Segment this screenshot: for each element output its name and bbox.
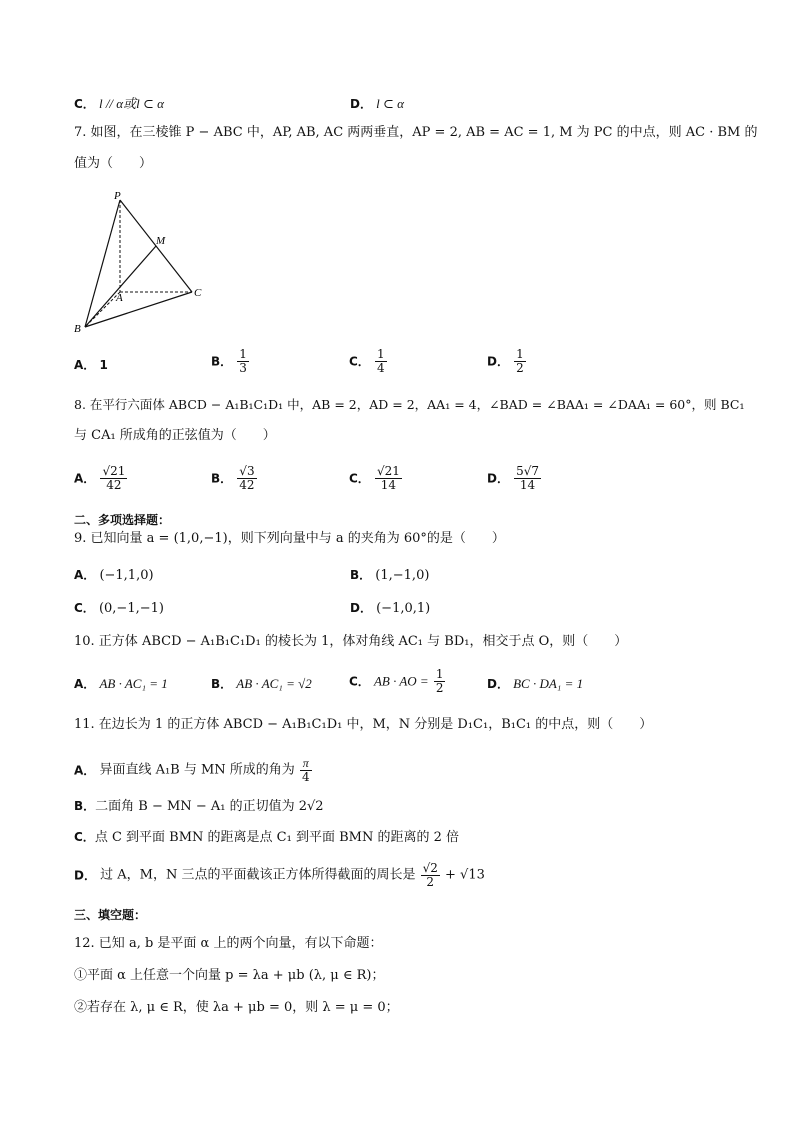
q9-stem: 9. 已知向量 a = (1,0,−1)，则下列向量中与 a 的夹角为 60°的是（ ） (74, 531, 505, 546)
q11-stem: 11. 在边长为 1 的正方体 ABCD − A₁B₁C₁D₁ 中，M，N 分别是 D₁C₁，B₁C₁ 的中点，则（ ） (74, 717, 653, 732)
q11-option-a: A． 异面直线 A₁B 与 MN 所成的角为 $\frac{\pi}{4}$ (74, 756, 310, 784)
q10-option-b: B． AB · AC₁ = √2 (211, 676, 312, 691)
q7-option-b: B． $\frac{1}{3}$ (211, 347, 247, 375)
q9-option-d: D． (−1,0,1) (350, 601, 431, 616)
q7-stem-line2: 值为（ ） (74, 156, 153, 171)
label-b: B (74, 323, 81, 335)
q8-stem-line1: 8. 在平行六面体 ABCD − A₁B₁C₁D₁ 中，AB = 2，AD = 2，AA₁ = 4，∠BAD = ∠BAA₁ = ∠DAA₁ = 60°，则 BC₁ (74, 397, 745, 412)
q12-item-1: ①平面 α 上任意一个向量 p = λa + μb (λ, μ ∈ R)； (74, 968, 385, 983)
q11-option-c: C．点 C 到平面 BMN 的距离是点 C₁ 到平面 BMN 的距离的 2 倍 (74, 830, 459, 845)
q9-option-a: A． (−1,1,0) (74, 568, 154, 583)
label-c: C (194, 287, 202, 299)
label-m: M (156, 235, 166, 247)
section-multiple-choice-heading: 二、多项选择题： (74, 513, 171, 527)
q7-option-c: C． $\frac{1}{4}$ (349, 347, 385, 375)
q7-option-a: A． 1 (74, 358, 108, 372)
q10-option-a: A． AB · AC₁ = 1 (74, 676, 168, 691)
label-p: P (114, 190, 121, 202)
q7-option-d: D． $\frac{1}{2}$ (487, 347, 524, 375)
q10-stem: 10. 正方体 ABCD − A₁B₁C₁D₁ 的棱长为 1，体对角线 AC₁ 与 BD₁，相交于点 O，则（ ） (74, 634, 628, 649)
q9-option-c: C． (0,−1,−1) (74, 601, 164, 616)
q6-option-d: D． l ⊂ α (350, 96, 404, 111)
q8-option-b: B． $\frac{√3}{42}$ (211, 464, 255, 492)
q7-tetrahedron-figure (70, 190, 220, 335)
q7-stem-line1: 7. 如图，在三棱锥 P − ABC 中，AP, AB, AC 两两垂直，AP = 2, AB = AC = 1, M 为 PC 的中点，则 AC · BM 的 (74, 125, 758, 140)
q8-option-d: D． $\frac{5√7}{14}$ (487, 464, 540, 492)
q11-option-b: B．二面角 B − MN − A₁ 的正切值为 2√2 (74, 799, 324, 814)
q12-item-2: ②若存在 λ, μ ∈ R，使 λa + μb = 0，则 λ = μ = 0； (74, 1000, 399, 1015)
q11-option-d: D． 过 A，M，N 三点的平面截该正方体所得截面的周长是 $\frac{√2}{2}$ + √13 (74, 861, 485, 889)
q12-stem: 12. 已知 a, b 是平面 α 上的两个向量，有以下命题： (74, 936, 383, 951)
q8-option-a: A． $\frac{√21}{42}$ (74, 464, 126, 492)
q6-option-c: C． l // α或l ⊂ α (74, 96, 164, 111)
q8-option-c: C． $\frac{√21}{14}$ (349, 464, 400, 492)
section-fill-blank-heading: 三、填空题： (74, 908, 147, 922)
q10-option-c: C． AB · AO = $\frac{1}{2}$ (349, 667, 444, 695)
q10-option-d: D． BC · DA₁ = 1 (487, 676, 584, 691)
label-a: A (116, 292, 123, 304)
q8-stem-line2: 与 CA₁ 所成角的正弦值为（ ） (74, 428, 276, 443)
q9-option-b: B． (1,−1,0) (350, 568, 430, 583)
